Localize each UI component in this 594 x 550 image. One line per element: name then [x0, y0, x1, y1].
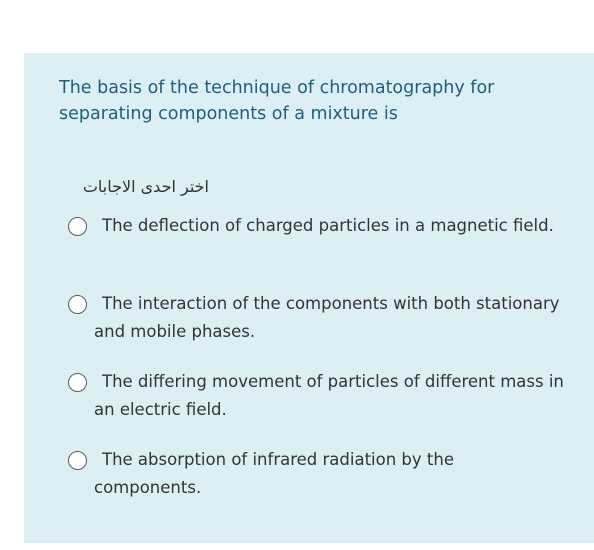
answer-option-4[interactable]	[68, 449, 568, 502]
answer-option-label[interactable]: The deflection of charged particles in a magnetic field.	[102, 216, 554, 235]
answer-option-label[interactable]: The interaction of the components with both stationary and mobile phases.	[94, 294, 560, 341]
answer-option-3[interactable]	[68, 371, 568, 424]
answer-option-label[interactable]: The absorption of infrared radiation by the components.	[94, 450, 454, 497]
instruction-text: اختر احدى الاجابات	[82, 177, 209, 196]
answer-option-2[interactable]	[68, 293, 568, 346]
answer-options	[24, 53, 594, 543]
question-text: The basis of the technique of chromatography for separating components of a mixture is	[59, 78, 495, 124]
question-card	[24, 53, 594, 543]
answer-option-1[interactable]	[68, 215, 568, 240]
answer-option-label[interactable]: The differing movement of particles of different mass in an electric field.	[94, 372, 564, 419]
